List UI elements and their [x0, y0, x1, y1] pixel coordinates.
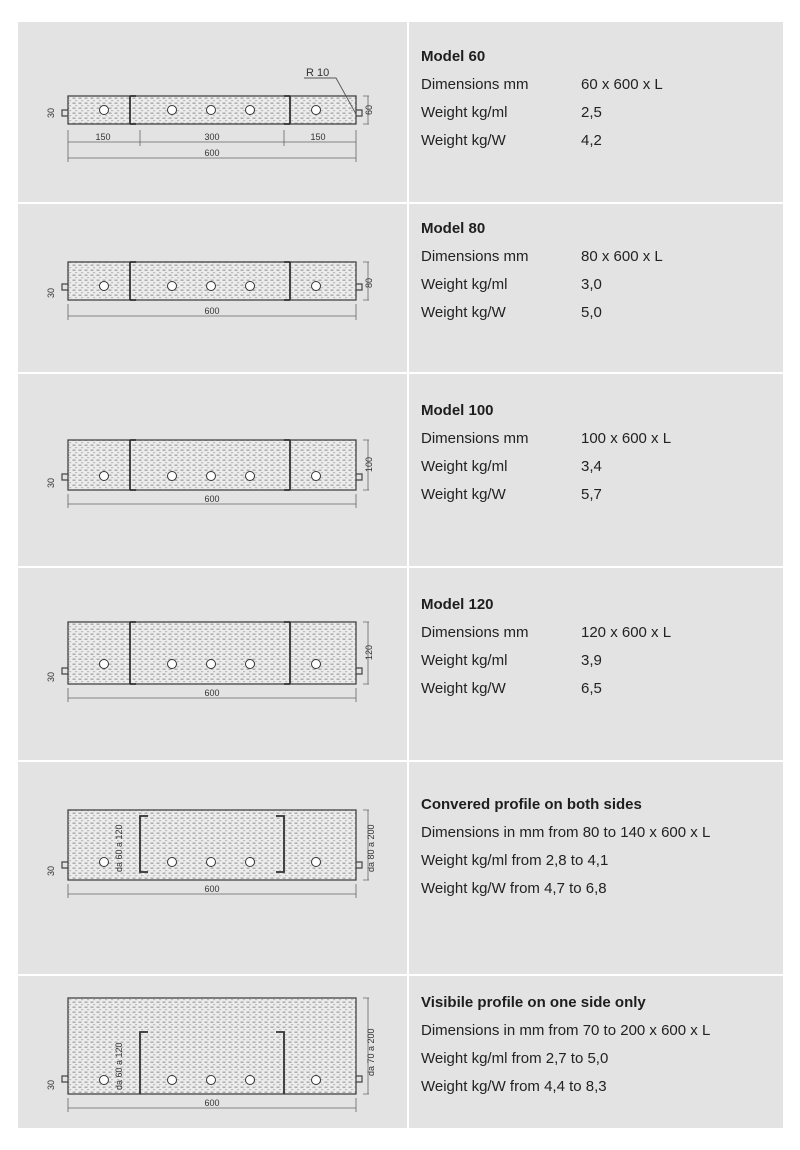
drawing-cell [18, 22, 407, 202]
spec-label: Weight kg/W [421, 304, 506, 321]
spec-label: Weight kg/W [421, 132, 506, 149]
width-label: 600 [204, 148, 220, 158]
tongue-label: 30 [46, 865, 56, 876]
model-title: Model 120 [421, 596, 494, 613]
spec-label: Weight kg/W [421, 486, 506, 503]
spec-label: Dimensions mm [421, 624, 529, 641]
height-label: da 70 a 200 [366, 1028, 376, 1076]
spec-line: Weight kg/W from 4,7 to 6,8 [421, 880, 607, 897]
spec-value: 120 x 600 x L [581, 624, 672, 641]
spec-label: Dimensions mm [421, 248, 529, 265]
segment-label: 150 [95, 132, 111, 142]
drawing-cell [18, 762, 407, 974]
spec-value: 100 x 600 x L [581, 430, 672, 447]
row-visible-profile [18, 976, 783, 1128]
spec-value: 80 x 600 x L [581, 248, 663, 265]
height-label: 100 [364, 456, 374, 472]
inner-height-label: da 60 a 120 [114, 824, 124, 872]
row-model-80 [18, 204, 783, 372]
profile-drawing-model-80 [18, 204, 407, 372]
spec-value: 5,0 [581, 304, 602, 321]
spec-line: Weight kg/ml from 2,7 to 5,0 [421, 1050, 609, 1067]
width-label: 600 [204, 1098, 220, 1108]
spec-cell [409, 374, 783, 566]
width-label: 600 [204, 688, 220, 698]
spec-value: 6,5 [581, 680, 602, 697]
height-label: 120 [364, 644, 374, 660]
height-label: 60 [364, 104, 374, 115]
segment-label: 150 [310, 132, 326, 142]
row-model-120 [18, 568, 783, 760]
spec-label: Weight kg/W [421, 680, 506, 697]
spec-value: 4,2 [581, 132, 602, 149]
spec-value: 60 x 600 x L [581, 76, 663, 93]
drawing-cell [18, 568, 407, 760]
radius-label: R 10 [306, 67, 330, 79]
model-title: Convered profile on both sides [421, 796, 642, 813]
spec-cell [409, 568, 783, 760]
model-title: Model 100 [421, 402, 494, 419]
spec-label: Weight kg/ml [421, 276, 508, 293]
tongue-label: 30 [46, 671, 56, 682]
spec-cell [409, 22, 783, 202]
profile-drawing-model-60 [18, 22, 407, 202]
spec-label: Weight kg/ml [421, 104, 508, 121]
spec-value: 5,7 [581, 486, 602, 503]
spec-cell [409, 204, 783, 372]
spec-line: Weight kg/ml from 2,8 to 4,1 [421, 852, 609, 869]
drawing-cell [18, 976, 407, 1128]
spec-label: Dimensions mm [421, 76, 529, 93]
spec-value: 3,4 [581, 458, 602, 475]
row-model-60 [18, 22, 783, 202]
model-title: Visibile profile on one side only [421, 994, 646, 1011]
model-title: Model 80 [421, 220, 486, 237]
width-label: 600 [204, 884, 220, 894]
width-label: 600 [204, 306, 220, 316]
spec-label: Weight kg/ml [421, 458, 508, 475]
tongue-label: 30 [46, 287, 56, 298]
row-model-100 [18, 374, 783, 566]
spec-line: Dimensions in mm from 80 to 140 x 600 x L [421, 824, 711, 841]
spec-label: Dimensions mm [421, 430, 529, 447]
spec-cell [409, 976, 783, 1128]
height-label: da 80 a 200 [366, 824, 376, 872]
tongue-label: 30 [46, 1079, 56, 1090]
spec-label: Weight kg/ml [421, 652, 508, 669]
profile-drawing-model-120 [18, 568, 407, 760]
spec-value: 3,9 [581, 652, 602, 669]
spec-cell [409, 762, 783, 974]
inner-height-label: da 60 a 120 [114, 1042, 124, 1090]
tongue-label: 30 [46, 107, 56, 118]
spec-value: 2,5 [581, 104, 602, 121]
row-covered-profile [18, 762, 783, 974]
spec-line: Dimensions in mm from 70 to 200 x 600 x L [421, 1022, 711, 1039]
height-label: 80 [364, 277, 374, 288]
width-label: 600 [204, 494, 220, 504]
segment-label: 300 [204, 132, 220, 142]
profile-drawing-visible [18, 976, 407, 1128]
tongue-label: 30 [46, 477, 56, 488]
drawing-cell [18, 374, 407, 566]
profile-drawing-model-100 [18, 374, 407, 566]
drawing-cell [18, 204, 407, 372]
profile-drawing-covered [18, 762, 407, 974]
model-title: Model 60 [421, 48, 486, 65]
spec-value: 3,0 [581, 276, 602, 293]
spec-line: Weight kg/W from 4,4 to 8,3 [421, 1078, 607, 1095]
